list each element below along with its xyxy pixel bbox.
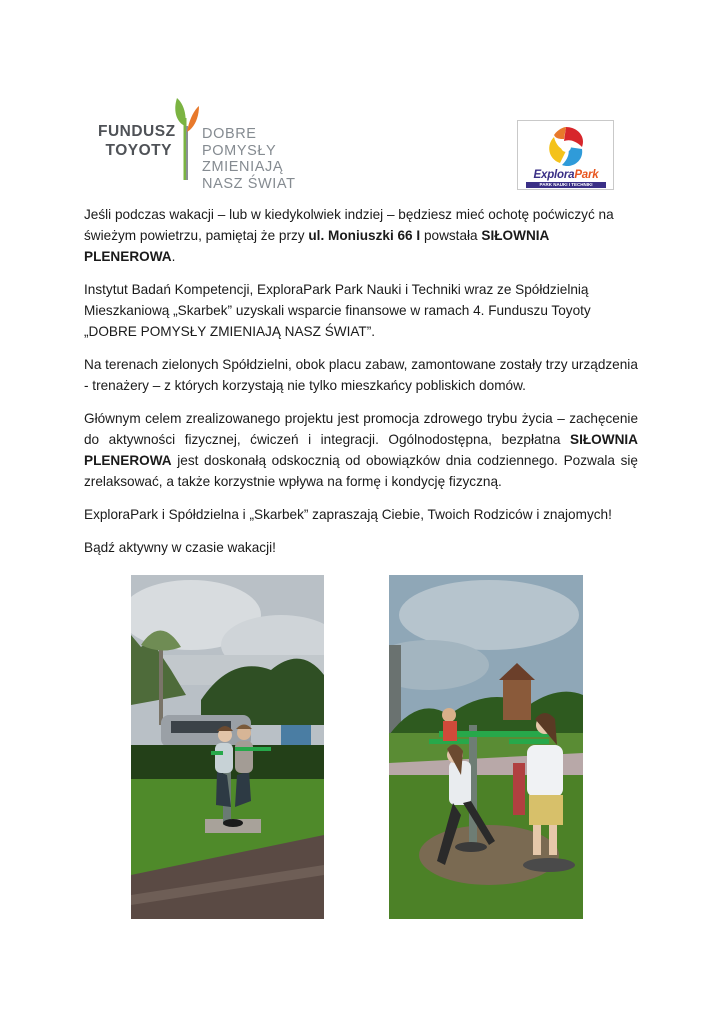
explorapark-logo-name — [522, 169, 610, 181]
explorapark-logo-name-part1: Explora — [533, 169, 575, 181]
silownia-bold: SIŁOWNIA PLENEROWA — [84, 228, 549, 264]
children-on-outdoor-gym-machine-photo — [131, 575, 324, 919]
paragraph-intro-text3: . — [171, 249, 176, 264]
paragraph-intro-text1: Jeśli podczas wakacji – lub w kiedykolwiek indziej – będziesz mieć ochotę poćwiczyć na świeżym powietrzu, pamiętaj że przy — [84, 207, 614, 243]
paragraph-closing: Bądź aktywny w czasie wakacji! — [84, 540, 276, 555]
paragraph-intro-text2: powstała — [420, 228, 482, 243]
paragraph-goal-text2: jest doskonałą odskocznią od obowiązków dnia codziennego. Pozwala się zrelaksować, a także korzystnie wpływa na formę i kondycję fizyczną. — [84, 453, 638, 489]
address-bold: ul. Moniuszki 66 I — [308, 228, 421, 243]
paragraph-invitation: ExploraPark i Spółdzielna i „Skarbek” zapraszają Ciebie, Twoich Rodziców i znajomych! — [84, 507, 612, 522]
fundusz-logo-slogan: DOBRE POMYSŁY ZMIENIAJĄ NASZ ŚWIAT — [202, 126, 296, 192]
photo-children-on-gym-machine — [131, 575, 324, 919]
silownia-bold-2: SIŁOWNIA PLENEROWA — [84, 432, 638, 468]
paragraph-goal-text1: Głównym celem zrealizowanego projektu jest promocja zdrowego trybu życia – zachęcenie do aktywności fizycznej, ćwiczeń i integracji. Ogólnodostępna, bezpłatna — [84, 411, 638, 447]
photo-children-exercising — [389, 575, 583, 919]
explorapark-logo-subtitle: PARK NAUKI I TECHNIKI — [526, 182, 606, 188]
paragraph-partners: Instytut Badań Kompetencji, ExploraPark Park Nauki i Techniki wraz ze Spółdzielnią Mieszkaniową „Skarbek” uzyskali wsparcie finansowe w ramach 4. Funduszu Toyoty „DOBRE POMYSŁY ZMIENIAJĄ NASZ ŚWIAT”. — [84, 282, 591, 339]
paragraph-equipment: Na terenach zielonych Spółdzielni, obok placu zabaw, zamontowane zostały trzy urządzenia - trenażery – z których korzystają nie tylko mieszkańcy pobliskich domów. — [84, 357, 638, 393]
document-body — [84, 204, 638, 570]
explorapark-logo — [517, 120, 614, 190]
paragraph-goal — [84, 408, 638, 492]
fundusz-logo-name-line1: FUNDUSZ — [98, 123, 176, 140]
fundusz-logo-name — [98, 122, 176, 160]
explorapark-swirl-icon — [542, 123, 590, 171]
paragraph-intro — [84, 204, 638, 267]
explorapark-logo-name-part2: Park — [574, 169, 599, 181]
children-exercising-on-outdoor-trainer-photo — [389, 575, 583, 919]
fundusz-toyoty-logo — [98, 96, 328, 192]
fundusz-logo-name-line2: TOYOTY — [105, 142, 172, 159]
sprout-icon — [172, 96, 200, 180]
